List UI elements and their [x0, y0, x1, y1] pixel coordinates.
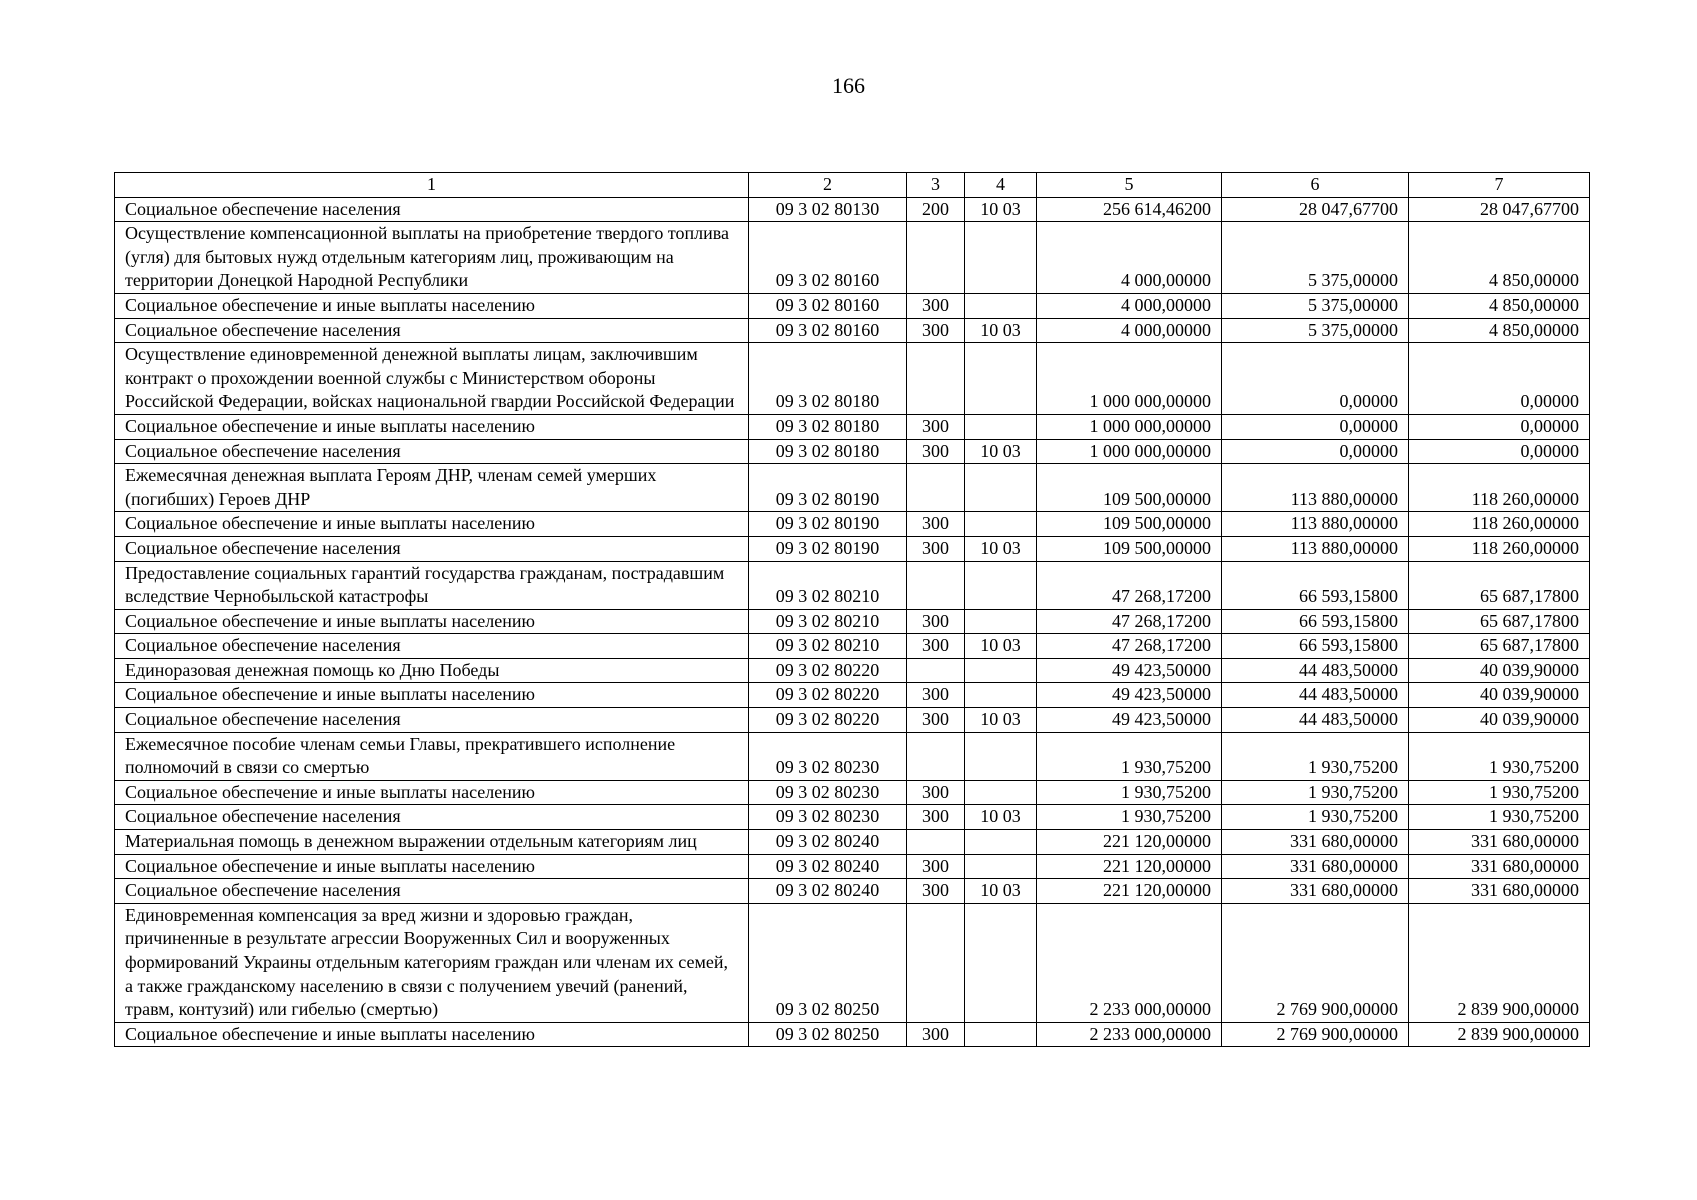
cell-expense-type: 300 — [907, 1022, 965, 1047]
cell-section-code — [965, 464, 1037, 512]
cell-expense-type — [907, 464, 965, 512]
cell-name: Социальное обеспечение и иные выплаты населению — [115, 414, 749, 439]
cell-target-code: 09 3 02 80230 — [749, 805, 907, 830]
cell-section-code: 10 03 — [965, 439, 1037, 464]
column-header-4: 4 — [965, 173, 1037, 198]
cell-name: Социальное обеспечение населения — [115, 634, 749, 659]
cell-amount-col5: 4 000,00000 — [1037, 318, 1222, 343]
cell-name: Социальное обеспечение населения — [115, 879, 749, 904]
column-header-6: 6 — [1222, 173, 1409, 198]
cell-section-code: 10 03 — [965, 708, 1037, 733]
cell-target-code: 09 3 02 80240 — [749, 830, 907, 855]
cell-amount-col7: 331 680,00000 — [1409, 879, 1590, 904]
cell-name: Ежемесячная денежная выплата Героям ДНР, членам семей умерших (погибших) Героев ДНР — [115, 464, 749, 512]
cell-expense-type — [907, 732, 965, 780]
table-row — [115, 830, 1590, 855]
cell-amount-col5: 109 500,00000 — [1037, 512, 1222, 537]
cell-section-code: 10 03 — [965, 805, 1037, 830]
cell-expense-type — [907, 561, 965, 609]
cell-expense-type: 300 — [907, 708, 965, 733]
cell-section-code: 10 03 — [965, 634, 1037, 659]
cell-section-code — [965, 1022, 1037, 1047]
cell-target-code: 09 3 02 80220 — [749, 683, 907, 708]
cell-expense-type: 300 — [907, 683, 965, 708]
cell-expense-type: 300 — [907, 609, 965, 634]
cell-expense-type: 300 — [907, 805, 965, 830]
cell-name: Социальное обеспечение населения — [115, 197, 749, 222]
cell-amount-col7: 40 039,90000 — [1409, 708, 1590, 733]
cell-target-code: 09 3 02 80190 — [749, 512, 907, 537]
cell-amount-col7: 28 047,67700 — [1409, 197, 1590, 222]
cell-expense-type: 300 — [907, 536, 965, 561]
cell-amount-col7: 1 930,75200 — [1409, 732, 1590, 780]
cell-amount-col5: 221 120,00000 — [1037, 854, 1222, 879]
cell-target-code: 09 3 02 80190 — [749, 536, 907, 561]
cell-amount-col7: 0,00000 — [1409, 414, 1590, 439]
table-body — [115, 197, 1590, 1047]
cell-target-code: 09 3 02 80210 — [749, 609, 907, 634]
cell-name: Социальное обеспечение населения — [115, 708, 749, 733]
cell-amount-col5: 1 000 000,00000 — [1037, 439, 1222, 464]
cell-amount-col6: 1 930,75200 — [1222, 805, 1409, 830]
page-number: 166 — [832, 73, 865, 98]
cell-section-code — [965, 854, 1037, 879]
cell-expense-type — [907, 343, 965, 415]
table-row — [115, 293, 1590, 318]
cell-amount-col5: 49 423,50000 — [1037, 683, 1222, 708]
cell-target-code: 09 3 02 80220 — [749, 708, 907, 733]
cell-amount-col5: 109 500,00000 — [1037, 464, 1222, 512]
table-row — [115, 512, 1590, 537]
cell-target-code: 09 3 02 80160 — [749, 293, 907, 318]
cell-amount-col7: 2 839 900,00000 — [1409, 1022, 1590, 1047]
cell-amount-col6: 66 593,15800 — [1222, 634, 1409, 659]
cell-amount-col6: 1 930,75200 — [1222, 780, 1409, 805]
cell-amount-col5: 4 000,00000 — [1037, 222, 1222, 294]
cell-expense-type — [907, 658, 965, 683]
cell-amount-col7: 2 839 900,00000 — [1409, 903, 1590, 1022]
table-row — [115, 634, 1590, 659]
cell-amount-col6: 44 483,50000 — [1222, 708, 1409, 733]
cell-amount-col6: 44 483,50000 — [1222, 683, 1409, 708]
cell-amount-col7: 0,00000 — [1409, 439, 1590, 464]
table-row — [115, 732, 1590, 780]
cell-target-code: 09 3 02 80210 — [749, 634, 907, 659]
cell-expense-type — [907, 830, 965, 855]
cell-name: Социальное обеспечение и иные выплаты населению — [115, 1022, 749, 1047]
cell-amount-col7: 1 930,75200 — [1409, 805, 1590, 830]
budget-table — [114, 172, 1590, 1047]
cell-amount-col5: 47 268,17200 — [1037, 634, 1222, 659]
cell-amount-col5: 221 120,00000 — [1037, 830, 1222, 855]
cell-expense-type: 300 — [907, 293, 965, 318]
cell-target-code: 09 3 02 80160 — [749, 222, 907, 294]
cell-amount-col7: 65 687,17800 — [1409, 561, 1590, 609]
cell-section-code — [965, 658, 1037, 683]
cell-expense-type: 300 — [907, 780, 965, 805]
cell-name: Единовременная компенсация за вред жизни и здоровью граждан, причиненные в результате агрессии Вооруженных Сил и вооруженных формирований Украины отдельным категориям граждан или членам их семей, а также гражданскому населению в связи с получением увечий (ранений, травм, контузий) или гибелью (смертью) — [115, 903, 749, 1022]
column-header-7: 7 — [1409, 173, 1590, 198]
cell-target-code: 09 3 02 80180 — [749, 343, 907, 415]
cell-expense-type: 300 — [907, 854, 965, 879]
cell-section-code — [965, 343, 1037, 415]
cell-target-code: 09 3 02 80220 — [749, 658, 907, 683]
table-row — [115, 561, 1590, 609]
cell-target-code: 09 3 02 80240 — [749, 854, 907, 879]
cell-name: Социальное обеспечение и иные выплаты населению — [115, 854, 749, 879]
cell-amount-col7: 0,00000 — [1409, 343, 1590, 415]
cell-amount-col7: 118 260,00000 — [1409, 512, 1590, 537]
cell-name: Социальное обеспечение и иные выплаты населению — [115, 683, 749, 708]
cell-amount-col5: 1 930,75200 — [1037, 780, 1222, 805]
cell-amount-col5: 1 000 000,00000 — [1037, 343, 1222, 415]
table-row — [115, 609, 1590, 634]
cell-target-code: 09 3 02 80230 — [749, 732, 907, 780]
cell-amount-col6: 0,00000 — [1222, 343, 1409, 415]
cell-section-code — [965, 683, 1037, 708]
cell-amount-col6: 5 375,00000 — [1222, 293, 1409, 318]
column-header-3: 3 — [907, 173, 965, 198]
cell-section-code — [965, 732, 1037, 780]
cell-amount-col7: 118 260,00000 — [1409, 464, 1590, 512]
header-row — [115, 173, 1590, 198]
cell-section-code — [965, 780, 1037, 805]
table-row — [115, 780, 1590, 805]
cell-amount-col5: 2 233 000,00000 — [1037, 903, 1222, 1022]
cell-target-code: 09 3 02 80240 — [749, 879, 907, 904]
cell-name: Социальное обеспечение населения — [115, 439, 749, 464]
column-header-5: 5 — [1037, 173, 1222, 198]
table-row — [115, 658, 1590, 683]
cell-amount-col6: 28 047,67700 — [1222, 197, 1409, 222]
cell-target-code: 09 3 02 80130 — [749, 197, 907, 222]
table-row — [115, 683, 1590, 708]
cell-name: Осуществление компенсационной выплаты на приобретение твердого топлива (угля) для бытовых нужд отдельным категориям лиц, проживающим на территории Донецкой Народной Республики — [115, 222, 749, 294]
cell-amount-col7: 331 680,00000 — [1409, 830, 1590, 855]
table-row — [115, 222, 1590, 294]
cell-amount-col7: 4 850,00000 — [1409, 293, 1590, 318]
cell-section-code — [965, 222, 1037, 294]
cell-expense-type: 300 — [907, 318, 965, 343]
cell-target-code: 09 3 02 80210 — [749, 561, 907, 609]
cell-expense-type: 300 — [907, 439, 965, 464]
cell-amount-col7: 331 680,00000 — [1409, 854, 1590, 879]
cell-target-code: 09 3 02 80230 — [749, 780, 907, 805]
column-header-2: 2 — [749, 173, 907, 198]
cell-target-code: 09 3 02 80180 — [749, 439, 907, 464]
cell-amount-col5: 47 268,17200 — [1037, 609, 1222, 634]
cell-amount-col6: 5 375,00000 — [1222, 318, 1409, 343]
cell-name: Ежемесячное пособие членам семьи Главы, прекратившего исполнение полномочий в связи со смертью — [115, 732, 749, 780]
cell-amount-col5: 49 423,50000 — [1037, 708, 1222, 733]
cell-amount-col6: 2 769 900,00000 — [1222, 1022, 1409, 1047]
cell-amount-col7: 65 687,17800 — [1409, 634, 1590, 659]
table-row — [115, 414, 1590, 439]
cell-name: Социальное обеспечение населения — [115, 318, 749, 343]
cell-amount-col6: 1 930,75200 — [1222, 732, 1409, 780]
cell-target-code: 09 3 02 80180 — [749, 414, 907, 439]
cell-amount-col6: 44 483,50000 — [1222, 658, 1409, 683]
cell-amount-col7: 4 850,00000 — [1409, 222, 1590, 294]
cell-name: Предоставление социальных гарантий государства гражданам, пострадавшим вследствие Чернобыльской катастрофы — [115, 561, 749, 609]
cell-expense-type: 300 — [907, 512, 965, 537]
cell-amount-col7: 118 260,00000 — [1409, 536, 1590, 561]
cell-name: Социальное обеспечение и иные выплаты населению — [115, 609, 749, 634]
cell-section-code — [965, 561, 1037, 609]
cell-section-code: 10 03 — [965, 536, 1037, 561]
cell-amount-col6: 2 769 900,00000 — [1222, 903, 1409, 1022]
cell-expense-type — [907, 222, 965, 294]
cell-expense-type: 300 — [907, 634, 965, 659]
cell-name: Социальное обеспечение населения — [115, 536, 749, 561]
table-row — [115, 343, 1590, 415]
cell-name: Социальное обеспечение населения — [115, 805, 749, 830]
cell-amount-col6: 66 593,15800 — [1222, 609, 1409, 634]
cell-amount-col5: 256 614,46200 — [1037, 197, 1222, 222]
cell-amount-col5: 109 500,00000 — [1037, 536, 1222, 561]
cell-amount-col5: 1 000 000,00000 — [1037, 414, 1222, 439]
table-row — [115, 903, 1590, 1022]
cell-amount-col6: 113 880,00000 — [1222, 536, 1409, 561]
cell-section-code — [965, 512, 1037, 537]
cell-target-code: 09 3 02 80160 — [749, 318, 907, 343]
table-row — [115, 197, 1590, 222]
cell-amount-col5: 221 120,00000 — [1037, 879, 1222, 904]
cell-name: Единоразовая денежная помощь ко Дню Победы — [115, 658, 749, 683]
cell-name: Социальное обеспечение и иные выплаты населению — [115, 512, 749, 537]
cell-amount-col6: 113 880,00000 — [1222, 464, 1409, 512]
table-row — [115, 879, 1590, 904]
cell-section-code: 10 03 — [965, 197, 1037, 222]
cell-amount-col5: 47 268,17200 — [1037, 561, 1222, 609]
cell-section-code — [965, 414, 1037, 439]
cell-name: Осуществление единовременной денежной выплаты лицам, заключившим контракт о прохождении военной службы с Министерством обороны Российской Федерации, войсках национальной гвардии Российской Федерации — [115, 343, 749, 415]
cell-amount-col6: 0,00000 — [1222, 414, 1409, 439]
cell-amount-col7: 1 930,75200 — [1409, 780, 1590, 805]
cell-section-code — [965, 609, 1037, 634]
cell-expense-type: 300 — [907, 879, 965, 904]
cell-expense-type: 200 — [907, 197, 965, 222]
cell-name: Материальная помощь в денежном выражении отдельным категориям лиц — [115, 830, 749, 855]
table-row — [115, 536, 1590, 561]
cell-amount-col7: 65 687,17800 — [1409, 609, 1590, 634]
cell-amount-col5: 4 000,00000 — [1037, 293, 1222, 318]
cell-section-code — [965, 293, 1037, 318]
cell-amount-col6: 0,00000 — [1222, 439, 1409, 464]
cell-target-code: 09 3 02 80250 — [749, 1022, 907, 1047]
cell-amount-col5: 1 930,75200 — [1037, 732, 1222, 780]
cell-amount-col6: 113 880,00000 — [1222, 512, 1409, 537]
cell-amount-col6: 66 593,15800 — [1222, 561, 1409, 609]
cell-section-code — [965, 903, 1037, 1022]
table-row — [115, 854, 1590, 879]
cell-name: Социальное обеспечение и иные выплаты населению — [115, 780, 749, 805]
table-row — [115, 439, 1590, 464]
cell-target-code: 09 3 02 80250 — [749, 903, 907, 1022]
cell-name: Социальное обеспечение и иные выплаты населению — [115, 293, 749, 318]
column-header-1: 1 — [115, 173, 749, 198]
table-row — [115, 805, 1590, 830]
cell-section-code: 10 03 — [965, 879, 1037, 904]
table-row — [115, 464, 1590, 512]
cell-amount-col7: 40 039,90000 — [1409, 683, 1590, 708]
cell-section-code — [965, 830, 1037, 855]
cell-expense-type: 300 — [907, 414, 965, 439]
cell-amount-col6: 331 680,00000 — [1222, 879, 1409, 904]
cell-amount-col6: 331 680,00000 — [1222, 830, 1409, 855]
cell-target-code: 09 3 02 80190 — [749, 464, 907, 512]
cell-expense-type — [907, 903, 965, 1022]
cell-amount-col5: 1 930,75200 — [1037, 805, 1222, 830]
cell-amount-col5: 49 423,50000 — [1037, 658, 1222, 683]
cell-section-code: 10 03 — [965, 318, 1037, 343]
cell-amount-col7: 40 039,90000 — [1409, 658, 1590, 683]
table-row — [115, 1022, 1590, 1047]
cell-amount-col7: 4 850,00000 — [1409, 318, 1590, 343]
table-row — [115, 318, 1590, 343]
table-row — [115, 708, 1590, 733]
cell-amount-col6: 5 375,00000 — [1222, 222, 1409, 294]
cell-amount-col5: 2 233 000,00000 — [1037, 1022, 1222, 1047]
cell-amount-col6: 331 680,00000 — [1222, 854, 1409, 879]
